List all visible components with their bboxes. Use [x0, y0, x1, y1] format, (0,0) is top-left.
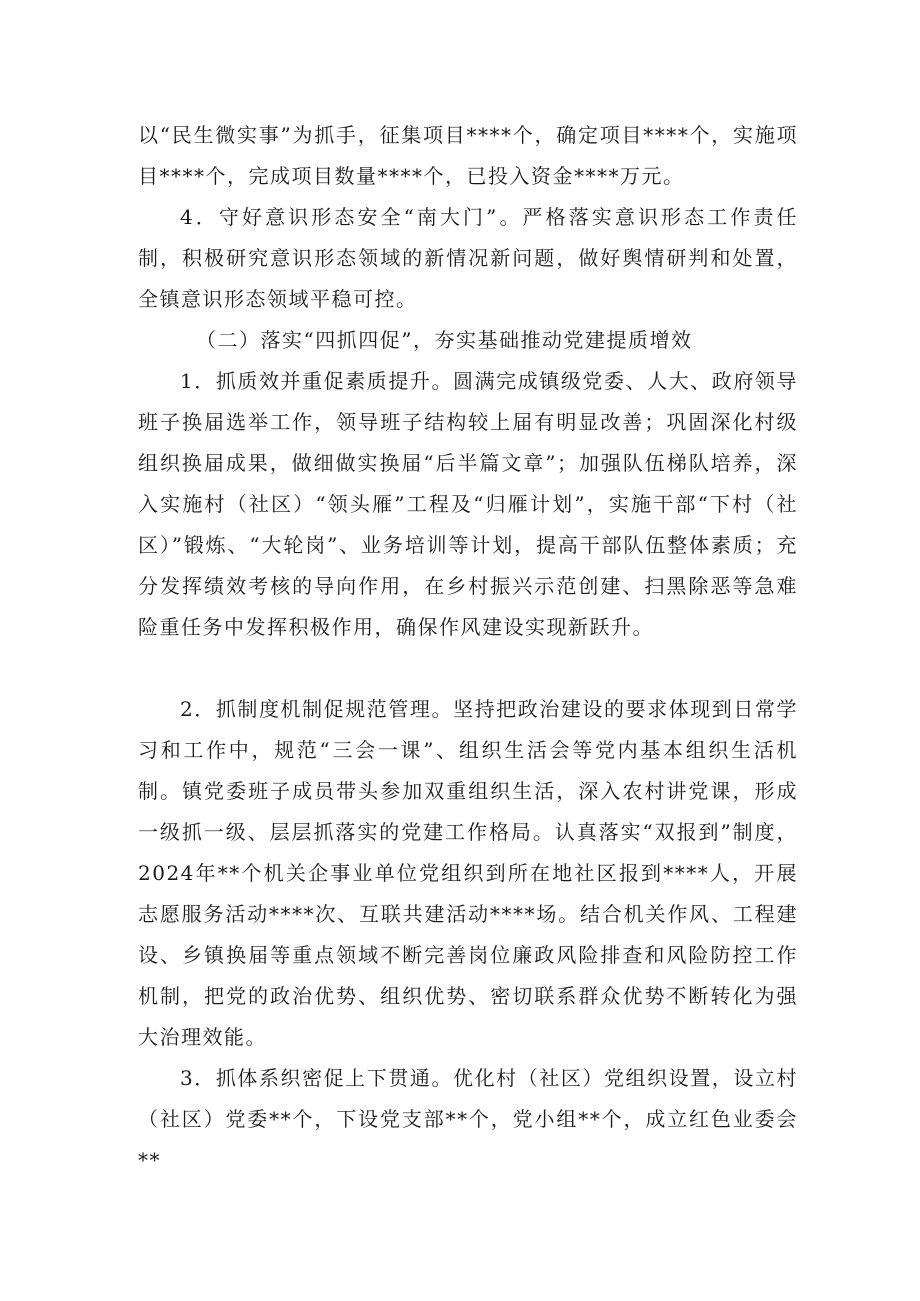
paragraph-text: 3．抓体系织密促上下贯通。优化村（社区）党组织设置，设立村（社区）党委**个，下设党支部**个，党小组**个，成立红色业委会**	[138, 1066, 798, 1172]
section-heading-text: （二）落实“四抓四促”，夯实基础推动党建提质增效	[196, 328, 693, 352]
paragraph-item-2	[138, 689, 798, 1058]
paragraph-item-1	[138, 361, 798, 648]
paragraph-text: 2．抓制度机制促规范管理。坚持把政治建设的要求体现到日常学习和工作中，规范“三会一课”、组织生活会等党内基本组织生活机制。镇党委班子成员带头参加双重组织生活，深入农村讲党课，形成一级抓一级、层层抓落实的党建工作格局。认真落实“双报到”制度，2024年**个机关企事业单位党组织到所在地社区报到****人，开展志愿服务活动****次、互联共建活动****场。结合机关作风、工程建设、乡镇换届等重点领域不断完善岗位廉政风险排查和风险防控工作机制，把党的政治优势、组织优势、密切联系群众优势不断转化为强大治理效能。	[138, 697, 798, 1049]
paragraph-text: 4．守好意识形态安全“南大门”。严格落实意识形态工作责任制，积极研究意识形态领域的新情况新问题，做好舆情研判和处置，全镇意识形态领域平稳可控。	[138, 205, 798, 311]
paragraph-text: 以“民生微实事”为抓手，征集项目****个，确定项目****个，实施项目****个，完成项目数量****个，已投入资金****万元。	[138, 123, 798, 188]
paragraph-text: 1．抓质效并重促素质提升。圆满完成镇级党委、人大、政府领导班子换届选举工作，领导班子结构较上届有明显改善；巩固深化村级组织换届成果，做细做实换届“后半篇文章”；加强队伍梯队培养，深入实施村（社区）“领头雁”工程及“归雁计划”，实施干部“下村（社区）”锻炼、“大轮岗”、业务培训等计划，提高干部队伍整体素质；充分发挥绩效考核的导向作用，在乡村振兴示范创建、扫黑除恶等急难险重任务中发挥积极作用，确保作风建设实现新跃升。	[138, 369, 798, 639]
paragraph-item-4	[138, 197, 798, 320]
paragraph-continuation	[138, 115, 798, 197]
section-heading	[138, 320, 798, 361]
paragraph-item-3	[138, 1058, 798, 1181]
